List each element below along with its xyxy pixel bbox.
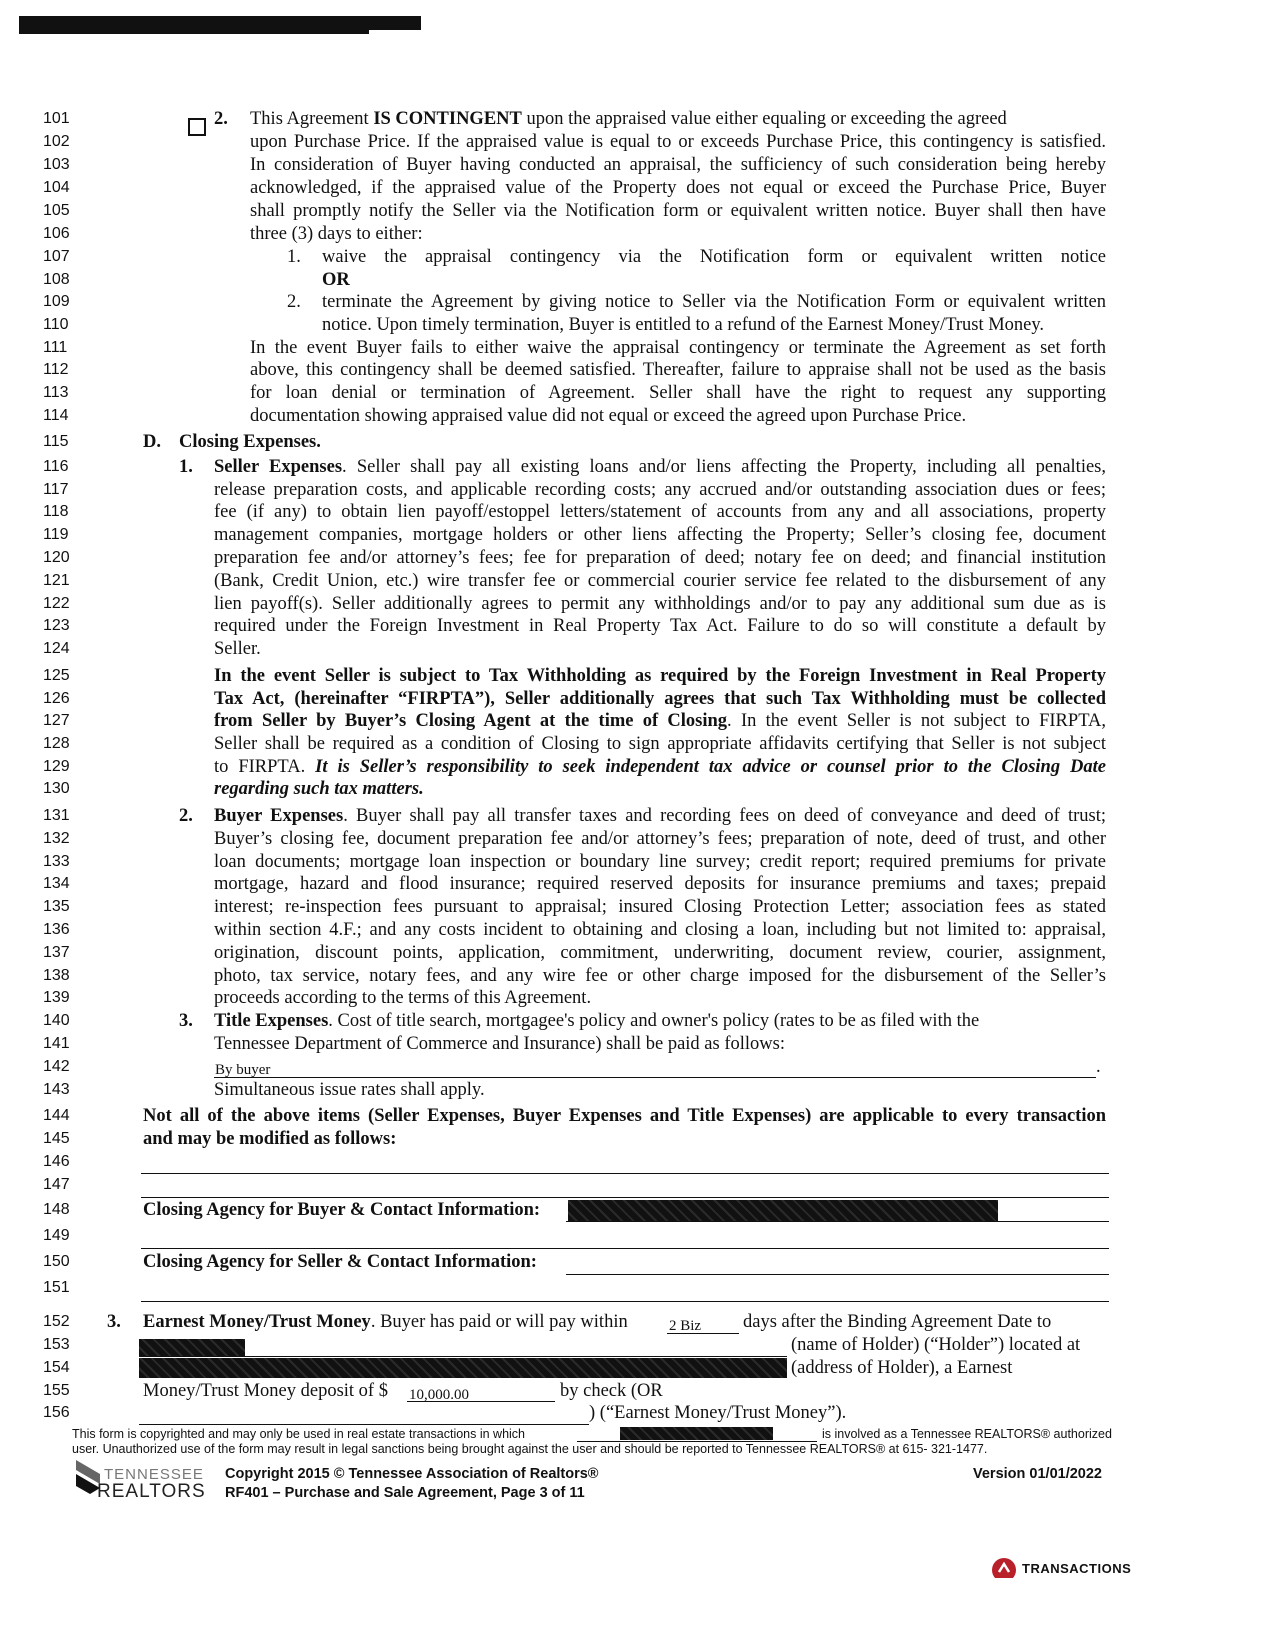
line-number: 111	[43, 339, 68, 356]
copyright-line: Copyright 2015 © Tennessee Association of Realtors®	[225, 1466, 599, 1482]
line-number: 108	[43, 271, 70, 288]
line-number: 113	[43, 384, 69, 401]
line-116: Seller Expenses. Seller shall pay all existing loans and/or liens affecting the Property, including all penalties,	[214, 457, 1107, 477]
line-number: 153	[43, 1336, 70, 1353]
line-number: 106	[43, 225, 70, 242]
line-number: 140	[43, 1012, 70, 1029]
line-number: 144	[43, 1107, 70, 1124]
line-number: 103	[43, 156, 70, 173]
line-120: preparation fee and/or attorney’s fees; fee for preparation of deed; notary fee on deed; and financial institution	[214, 548, 1106, 568]
seller-expenses-number: 1.	[179, 457, 193, 477]
line-144: Not all of the above items (Seller Expenses, Buyer Expenses and Title Expenses) are applicable to every transaction	[143, 1106, 1106, 1126]
closing-expenses-heading: Closing Expenses.	[179, 432, 321, 452]
line-number: 119	[43, 526, 69, 543]
holder-name-redaction	[139, 1339, 245, 1357]
line-137: origination, discount points, application, commitment, underwriting, document review, courier, assignment,	[214, 943, 1106, 963]
option-1-number: 1.	[287, 247, 301, 267]
version-label: Version 01/01/2022	[973, 1466, 1102, 1482]
line-number: 148	[43, 1201, 70, 1218]
buyer-expenses-number: 2.	[179, 806, 193, 826]
holder-name-field[interactable]	[139, 1356, 787, 1357]
line-145: and may be modified as follows:	[143, 1129, 397, 1149]
line-155: Money/Trust Money deposit of $	[143, 1381, 388, 1401]
transactions-logo-icon	[990, 1556, 1018, 1578]
line-number: 117	[43, 481, 69, 498]
line-number: 132	[43, 830, 70, 847]
seller-closing-agency-label: Closing Agency for Seller & Contact Information:	[143, 1252, 537, 1272]
line-143: Simultaneous issue rates shall apply.	[214, 1080, 485, 1100]
transactions-brand: TRANSACTIONS	[1022, 1561, 1132, 1576]
line-105: shall promptly notify the Seller via the Notification form or equivalent written notice. Buyer shall then have	[250, 201, 1106, 221]
line-number: 133	[43, 853, 70, 870]
earnest-days-underline	[667, 1333, 739, 1334]
line-125: In the event Seller is subject to Tax Withholding as required by the Foreign Investment in Real Property	[214, 666, 1106, 686]
line-118: fee (if any) to obtain lien payoff/estoppel letters/statement of accounts from any and all associations, property	[214, 502, 1106, 522]
appraisal-contingency-checkbox[interactable]	[188, 118, 206, 136]
line-122: lien payoff(s). Seller additionally agrees to permit any withholdings and/or to pay any additional sum due as is	[214, 594, 1106, 614]
header-redaction-underline	[19, 30, 369, 34]
line-number: 129	[43, 758, 70, 775]
buyer-closing-agency-redaction	[568, 1200, 998, 1222]
line-number: 104	[43, 179, 70, 196]
line-number: 138	[43, 967, 70, 984]
line-number: 128	[43, 735, 70, 752]
buyer-closing-agency-field[interactable]	[566, 1221, 1109, 1222]
line-103: In consideration of Buyer having conducted an appraisal, the sufficiency of such consideration being hereby	[250, 155, 1106, 175]
line-number: 120	[43, 549, 70, 566]
buyer-closing-agency-label: Closing Agency for Buyer & Contact Information:	[143, 1200, 541, 1220]
line-number: 156	[43, 1404, 70, 1421]
line-number: 121	[43, 572, 70, 589]
line-number: 126	[43, 690, 70, 707]
line-124: Seller.	[214, 639, 261, 659]
line-141: Tennessee Department of Commerce and Insurance) shall be paid as follows:	[214, 1034, 785, 1054]
line-number: 118	[43, 503, 69, 520]
line-130: regarding such tax matters.	[214, 779, 424, 799]
line-number: 102	[43, 133, 70, 150]
line-number: 130	[43, 780, 70, 797]
line-133: loan documents; mortgage loan inspection or boundary line survey; credit report; required premiums for private	[214, 852, 1106, 872]
line-number: 155	[43, 1382, 70, 1399]
line-number: 146	[43, 1153, 70, 1170]
line-139: proceeds according to the terms of this Agreement.	[214, 988, 592, 1008]
line-113: for loan denial or termination of Agreement. Seller shall have the right to request any supporting	[250, 383, 1106, 403]
earnest-amount-field[interactable]: 10,000.00	[409, 1387, 469, 1403]
line-108: OR	[322, 270, 350, 290]
line-number: 125	[43, 667, 70, 684]
copyright-notice-line-1: This form is copyrighted and may only be used in real estate transactions in which	[72, 1427, 526, 1441]
line-112: above, this contingency shall be deemed satisfied. Thereafter, failure to appraise shall not be used as the basis	[250, 360, 1106, 380]
seller-agency-line-2[interactable]	[141, 1301, 1109, 1302]
line-154: (address of Holder), a Earnest	[791, 1358, 1013, 1378]
title-expenses-number: 3.	[179, 1011, 193, 1031]
line-128: Seller shall be required as a condition of Closing to sign appropriate affidavits certifying that Seller is not subject	[214, 734, 1106, 754]
line-number: 123	[43, 617, 70, 634]
line-117: release preparation costs, and applicable recording costs; any accrued and/or outstanding association dues or fees;	[214, 480, 1106, 500]
line-138: photo, tax service, notary fees, and any wire fee or other charge imposed for the disbursement of the Seller’s	[214, 966, 1106, 986]
line-153: (name of Holder) (“Holder”) located at	[791, 1335, 1081, 1355]
earnest-section-number: 3.	[107, 1312, 121, 1332]
line-number: 107	[43, 248, 70, 265]
line-110: notice. Upon timely termination, Buyer is entitled to a refund of the Earnest Money/Trust Money.	[322, 315, 1045, 335]
line-number: 112	[43, 361, 69, 378]
line-135: interest; re-inspection fees pursuant to appraisal; insured Closing Protection Letter; association fees as stated	[214, 897, 1106, 917]
logo-text-tennessee: TENNESSEE	[104, 1466, 204, 1483]
line-number: 135	[43, 898, 70, 915]
line-number: 122	[43, 595, 70, 612]
line-number: 131	[43, 807, 70, 824]
line-129: to FIRPTA. It is Seller’s responsibility to seek independent tax advice or counsel prior to the Closing Date	[214, 757, 1106, 777]
seller-closing-agency-field[interactable]	[566, 1274, 1109, 1275]
line-156: ) (“Earnest Money/Trust Money”).	[589, 1403, 847, 1423]
line-number: 139	[43, 989, 70, 1006]
licensee-redaction	[620, 1427, 773, 1440]
line-number: 114	[43, 407, 69, 424]
line-119: management companies, mortgage holders or other liens affecting the Property; Seller’s closing fee, document	[214, 525, 1106, 545]
line-123: required under the Foreign Investment in Real Property Tax Act. Failure to do so will constitute a default by	[214, 616, 1106, 636]
line-127: from Seller by Buyer’s Closing Agent at the time of Closing. In the event Seller is not subject to FIRPTA,	[214, 711, 1106, 731]
line-number: 150	[43, 1253, 70, 1270]
line-number: 141	[43, 1035, 70, 1052]
line-number: 116	[43, 458, 69, 475]
line-number: 127	[43, 712, 70, 729]
line-number: 154	[43, 1359, 70, 1376]
line-107: waive the appraisal contingency via the Notification form or equivalent written notice	[322, 247, 1106, 267]
holder-address-redaction	[139, 1358, 787, 1378]
line-126: Tax Act, (hereinafter “FIRPTA”), Seller additionally agrees that such Tax Withholding must be collected	[214, 689, 1106, 709]
line-101: This Agreement IS CONTINGENT upon the appraised value either equaling or exceeding the agreed	[250, 109, 1007, 129]
copyright-notice-line-2: user. Unauthorized use of the form may result in legal sanctions being brought against the user and should be reported to Tennessee REALTORS® at 615- 321-1477.	[72, 1442, 988, 1456]
earnest-amount-underline	[407, 1401, 555, 1402]
line-136: within section 4.F.; and any costs incident to obtaining and closing a loan, including but not limited to: appraisal,	[214, 920, 1106, 940]
earnest-days-field[interactable]: 2 Biz	[669, 1318, 702, 1334]
line-121: (Bank, Credit Union, etc.) wire transfer fee or commercial courier service fee related to the disbursement of any	[214, 571, 1106, 591]
line-number: 147	[43, 1176, 70, 1193]
line-131: Buyer Expenses. Buyer shall pay all transfer taxes and recording fees on deed of conveyance and deed of trust;	[214, 806, 1106, 826]
modification-line-1[interactable]	[141, 1173, 1109, 1174]
line-number: 137	[43, 944, 70, 961]
line-number: 145	[43, 1130, 70, 1147]
line-number: 151	[43, 1279, 70, 1296]
line-109: terminate the Agreement by giving notice to Seller via the Notification Form or equivalent written	[322, 292, 1106, 312]
line-number: 124	[43, 640, 70, 657]
other-payment-field[interactable]	[139, 1424, 589, 1425]
line-111: In the event Buyer fails to either waive the appraisal contingency or terminate the Agreement as set forth	[250, 338, 1106, 358]
line-number: 149	[43, 1227, 70, 1244]
line-number: 143	[43, 1081, 70, 1098]
line-155-end: by check (OR	[560, 1381, 663, 1401]
line-number: 142	[43, 1058, 70, 1075]
closing-section-letter: D.	[143, 432, 161, 452]
buyer-agency-line-2[interactable]	[141, 1248, 1109, 1249]
title-expenses-payer-field[interactable]: By buyer	[215, 1062, 271, 1078]
option-2-number: 2.	[287, 292, 301, 312]
line-number: 136	[43, 921, 70, 938]
line-number: 115	[43, 433, 69, 450]
line-number: 110	[43, 316, 69, 333]
line-number: 109	[43, 293, 70, 310]
line-102: upon Purchase Price. If the appraised value is equal to or exceeds Purchase Price, this contingency is satisfied.	[250, 132, 1106, 152]
line-134: mortgage, hazard and flood insurance; required reserved deposits for insurance premiums and taxes; prepaid	[214, 874, 1106, 894]
line-106: three (3) days to either:	[250, 224, 423, 244]
copyright-notice-line-1-end: is involved as a Tennessee REALTORS® authorized	[822, 1427, 1112, 1441]
line-140: Title Expenses. Cost of title search, mortgagee's policy and owner's policy (rates to be as filed with the	[214, 1011, 980, 1031]
form-title-line: RF401 – Purchase and Sale Agreement, Page 3 of 11	[225, 1485, 585, 1501]
appraisal-item-number: 2.	[214, 109, 228, 129]
line-number: 105	[43, 202, 70, 219]
line-152-end: days after the Binding Agreement Date to	[743, 1312, 1052, 1332]
line-number: 152	[43, 1313, 70, 1330]
line-number: 101	[43, 110, 70, 127]
line-number: 134	[43, 875, 70, 892]
line-114: documentation showing appraised value did not equal or exceed the agreed upon Purchase Price.	[250, 406, 967, 426]
title-expenses-period: .	[1096, 1057, 1101, 1077]
line-152: Earnest Money/Trust Money. Buyer has paid or will pay within	[143, 1312, 628, 1332]
header-redaction	[19, 16, 421, 30]
line-104: acknowledged, if the appraised value of the Property does not equal or exceed the Purchase Price, Buyer	[250, 178, 1106, 198]
logo-text-realtors: REALTORS	[97, 1481, 206, 1502]
line-132: Buyer’s closing fee, document preparation fee and/or attorney’s fees; preparation of note, deed of trust, and other	[214, 829, 1106, 849]
